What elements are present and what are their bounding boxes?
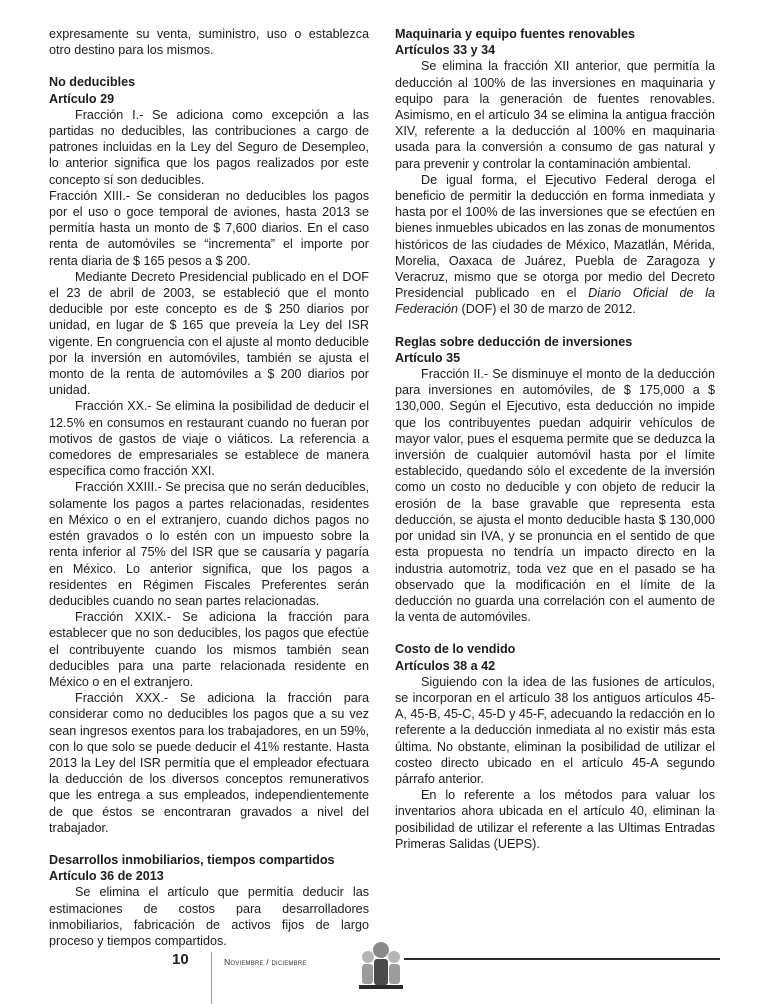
- section-heading: Reglas sobre deducción de inversiones: [395, 334, 633, 349]
- left-column: [49, 26, 369, 949]
- article-heading: Artículo 29: [49, 91, 115, 106]
- paragraph-text: De igual forma, el Ejecutivo Federal deroga el beneficio de permitir la deducción en forma inmediata y hasta por el 100% de las inversiones que se efectúen en bienes inmuebles ubicados en las zonas de monumentos históricos de las ciudades de México, Mazatlán, Mérida, Morelia, Oaxaca de Juárez, Puebla de Zaragoza y Veracruz, mismo que se otorga por medio del Decreto Presidencial publicado en el: [395, 172, 715, 301]
- footer-rule: [404, 958, 720, 960]
- article-heading: Artículos 33 y 34: [395, 43, 496, 58]
- publication-title: Diario Oficial de la Federación: [395, 286, 715, 317]
- paragraph: Fracción XIII.- Se consideran no deducibles los pagos por el uso o goce temporal de aviones, hasta 2013 se permitía hasta un monto de $ 7,600 diarios. En el caso renta de automóviles se “incrementa” el importe por renta diaria de $ 165 pesos a $ 200.: [49, 188, 369, 268]
- paragraph: [395, 172, 715, 318]
- footer-divider: [211, 952, 212, 1004]
- paragraph: Fracción II.- Se disminuye el monto de la deducción para inversiones en automóviles, de $ 175,000 a $ 130,000. Según el Ejecutivo, esta deducción no impide que los contribuyentes puedan adquirir vehículos de mayor valor, pues el esquema permite que se deduzca la inversión de cualquier automóvil hasta por el límite establecido, quedando sólo el excedente de la inversión como un costo no deducible y con objeto de reducir la erosión de la base gravable que representa esta deducción, se ajusta el monto deducible hasta $ 130,000 por unidad sin IVA, y se pronuncia en el sentido de que esta propuesta no tendría un impacto directo en la industria automotriz, toda vez que en el pasado se ha observado que la modificación en el límite de la deducción no guarda una correlación con el aumento de la venta de automóviles.: [395, 367, 715, 625]
- page-number: 10: [172, 951, 189, 968]
- paragraph: Fracción XXIII.- Se precisa que no serán deducibles, solamente los pagos a partes relacionadas, residentes en México o en el extranjero, cuando dichos pagos no estén gravados o lo estén con un impuesto sobre la renta inferior al 75% del ISR que se causaría y pagaría en México. Lo anterior significa, que los pagos a residentes en Régimen Fiscales Preferentes serán deducibles cuando no sean partes relacionadas.: [49, 480, 370, 608]
- paragraph: Siguiendo con la idea de las fusiones de artículos, se incorporan en el artículo 38 los antiguos artículos 45-A, 45-B, 45-C, 45-D y 45-F, adecuando la redacción en lo referente a la deducción inmediata al no existir más esta última. No obstante, eliminan la posibilidad de utilizar el costeo directo ubicado en el artículo 45-A segundo párrafo anterior.: [395, 674, 715, 786]
- article-heading: Artículo 35: [395, 350, 461, 365]
- paragraph: Mediante Decreto Presidencial publicado en el DOF el 23 de abril de 2003, se estableció que el monto deducible por este concepto es de $ 250 diarios por unidad, en lugar de $ 165 que preveía la Ley del ISR vigente. En congruencia con el ajuste al monto deducible por la inversión en automóviles, también se ajusta el monto de la renta de automóviles a $ 200 diarios por unidad.: [49, 269, 369, 398]
- paragraph: Fracción XX.- Se elimina la posibilidad de deducir el 12.5% en consumos en restaurant cuando no fueran por motivos de gastos de viaje o viáticos. La referencia a comedores de empresariales se establece de manera específica como fracción XXI.: [49, 399, 369, 479]
- paragraph: Fracción XXIX.- Se adiciona la fracción para establecer que no son deducibles, los pagos que efectúe el contribuyente cuando los mismos también sean deducibles para una parte relacionada residente en México o en el extranjero.: [49, 610, 369, 689]
- section-heading: No deducibles: [49, 75, 136, 90]
- paragraph: Fracción I.- Se adiciona como excepción a las partidas no deducibles, las contribuciones a cargo de patrones incluidas en la Ley del Seguro de Desempleo, lo anterior significa que los pagos realizados por este concepto sí son deducibles.: [49, 107, 369, 187]
- right-column: [395, 26, 715, 852]
- paragraph: Se elimina el artículo que permitía deducir las estimaciones de costos para desarrolladores inmobiliarios, fabricación de activos fijos de largo proceso y tiempos compartidos.: [49, 885, 369, 948]
- section-heading: Maquinaria y equipo fuentes renovables: [395, 27, 636, 41]
- paragraph: En lo referente a los métodos para valuar los inventarios ahora ubicada en el artículo 40, eliminan la posibilidad de utilizar el referente a las Ultimas Entradas Primeras Salidas (UEPS).: [395, 788, 715, 851]
- paragraph: expresamente su venta, suministro, uso o establezca otro destino para los mismos.: [49, 27, 369, 58]
- paragraph: Se elimina la fracción XII anterior, que permitía la deducción al 100% de las inversiones en maquinaria y equipo para la generación de fuentes renovables. Asimismo, en el artículo 34 se elimina la antigua fracción XIV, referente a la deducción al 100% en maquinaria usada para la conversión a consumo de gas natural y para prevenir y controlar la contaminación ambiental.: [395, 59, 715, 171]
- section-heading: Desarrollos inmobiliarios, tiempos compartidos: [49, 852, 335, 867]
- article-heading: Artículos 38 a 42: [395, 658, 496, 673]
- paragraph-text: (DOF) el 30 de marzo de 2012.: [458, 302, 636, 317]
- issue-label: Noviembre / diciembre: [224, 957, 307, 967]
- publication-logo-icon: [355, 937, 407, 995]
- article-heading: Artículo 36 de 2013: [49, 869, 164, 884]
- section-heading: Costo de lo vendido: [395, 642, 516, 657]
- paragraph: Fracción XXX.- Se adiciona la fracción para considerar como no deducibles los pagos que a su vez sean ingresos exentos para los trabajadores, en un 59%, con lo que solo se puede deducir el 41% restante. Hasta 2013 la Ley del ISR permitía que el empleador efectuara la deducción de los diversos conceptos remunerativos que les entrega a sus empleados, independientemente de que éstos se encontraran gravados a nivel del trabajador.: [49, 691, 369, 835]
